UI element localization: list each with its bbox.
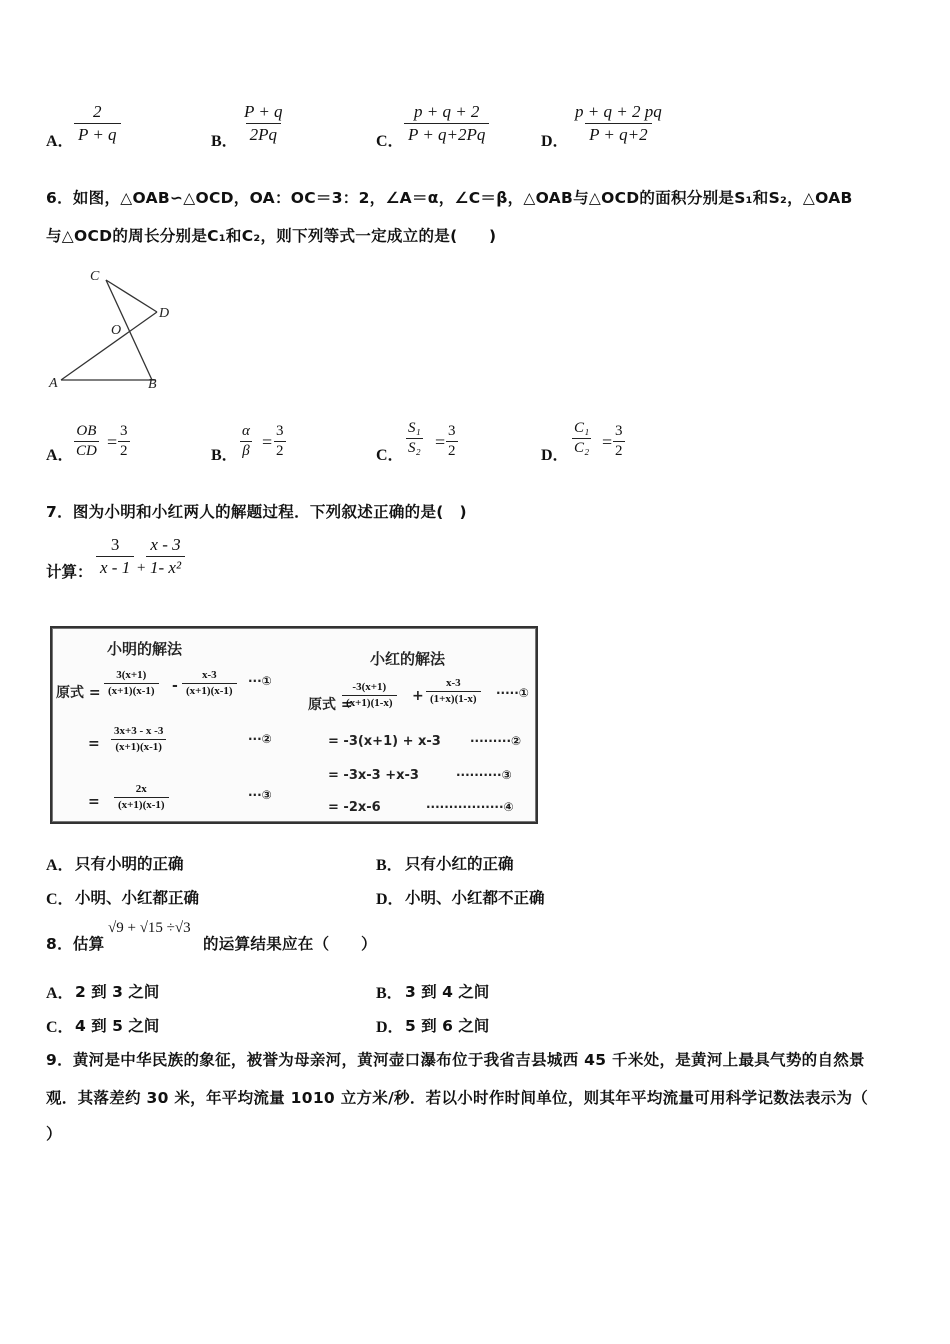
q7-option-a-label: A．: [46, 857, 74, 874]
denominator: (x+1)(x-1): [104, 683, 159, 699]
numerator: C₁: [574, 420, 590, 436]
numerator: -3(x+1): [352, 681, 387, 693]
numerator: S₁: [408, 420, 421, 436]
denominator: x - 1: [96, 556, 134, 579]
q5-option-d-label: D．: [541, 133, 569, 150]
xiaohong-title: 小红的解法: [370, 650, 446, 668]
q6-option-b-label: B．: [211, 447, 238, 464]
denominator: 2Pq: [246, 123, 281, 146]
plus-sign: +: [412, 688, 424, 704]
numerator: x - 3: [150, 535, 181, 554]
xiaoming-step1-frac-b: [182, 668, 237, 699]
step-mark-1: ···①: [248, 674, 272, 688]
xiaoming-title: 小明的解法: [107, 640, 183, 658]
q7-fraction-2: [146, 534, 185, 579]
denominator: (x+1)(x-1): [182, 683, 237, 699]
q5-option-b-label: B．: [211, 133, 238, 150]
q8-option-a-label: A．: [46, 985, 74, 1002]
q8-option-d-label: D．: [376, 1019, 404, 1036]
q6-triangle-figure: [44, 264, 184, 394]
step-mark-3: ···③: [248, 788, 272, 802]
denominator: S₂: [408, 440, 421, 456]
q7-option-a-text: 只有小明的正确: [75, 855, 184, 873]
numerator: P + q: [244, 102, 283, 121]
q8-stem-suffix: 的运算结果应在（ ）: [203, 935, 377, 953]
equals-sign: =: [435, 432, 446, 452]
q6-option-c-right-fraction: [446, 422, 458, 461]
q7-option-b-label: B．: [376, 857, 403, 874]
q6-option-b-right-fraction: [274, 422, 286, 461]
numerator: p + q + 2: [413, 102, 480, 121]
q6-option-d-left-fraction: [572, 419, 591, 458]
numerator: OB: [76, 423, 97, 439]
xiaohong-step1-frac-b: [426, 676, 481, 707]
denominator: P + q: [74, 123, 121, 146]
equals-sign: =: [107, 432, 118, 452]
q6-option-a-right-fraction: [118, 422, 130, 461]
xiaoming-step3-frac: [114, 782, 169, 813]
xiaohong-step4: = -2x-6: [328, 800, 381, 815]
q5-option-c-fraction: [404, 101, 489, 146]
denominator: 2: [448, 443, 456, 459]
q6-option-b-left-fraction: [240, 422, 252, 461]
numerator: 3(x+1): [116, 669, 147, 681]
numerator: x-3: [201, 669, 217, 681]
denominator: P + q+2: [585, 123, 652, 146]
xiaohong-step2: = -3(x+1) + x-3: [328, 734, 441, 749]
q6-option-d-label: D．: [541, 447, 569, 464]
equals-sign: =: [88, 736, 100, 752]
label-a: A: [49, 376, 58, 391]
q9-stem-line2: 观．其落差约 30 米，年平均流量 1010 立方米/秒．若以小时作时间单位，则其年平均流量可用科学记数法表示为（: [46, 1089, 869, 1107]
denominator: (1+x)(1-x): [426, 691, 481, 707]
denominator: 2: [276, 443, 284, 459]
denominator: (x+1)(x-1): [111, 739, 166, 755]
q7-calc-label: 计算：: [46, 563, 93, 581]
xiaoming-lead: 原式 =: [56, 685, 101, 701]
q6-option-d-right-fraction: [613, 422, 625, 461]
q9-stem-line1: 9．黄河是中华民族的象征，被誉为母亲河，黄河壶口瀑布位于我省吉县城西 45 千米处，是黄河上最具气势的自然景: [46, 1051, 865, 1069]
numerator: p + q + 2 pq: [575, 102, 662, 121]
q9-stem-line3: ）: [46, 1125, 62, 1143]
q8-option-c-text: 4 到 5 之间: [75, 1017, 160, 1035]
step-mark-1: ·····①: [496, 686, 529, 700]
numerator: 3: [120, 423, 128, 439]
denominator: CD: [76, 443, 97, 459]
q6-stem-line1: 6．如图，△OAB∽△OCD，OA：OC＝3：2，∠A＝α，∠C＝β，△OAB与△OCD的面积分别是S₁和S₂，△OAB: [46, 189, 853, 207]
label-d: D: [159, 306, 170, 321]
numerator: 3: [110, 535, 120, 554]
q7-option-d-label: D．: [376, 891, 404, 908]
numerator: 3: [276, 423, 284, 439]
q8-option-c-label: C．: [46, 1019, 74, 1036]
denominator: C₂: [574, 440, 590, 456]
q8-option-b-label: B．: [376, 985, 403, 1002]
label-b: B: [148, 377, 157, 392]
equals-sign: =: [602, 432, 613, 452]
q6-option-a-label: A．: [46, 447, 74, 464]
label-o: O: [111, 323, 122, 338]
numerator: 3x+3 - x -3: [114, 725, 164, 737]
numerator: 3: [448, 423, 456, 439]
q7-option-c-label: C．: [46, 891, 74, 908]
q7-fraction-1: [96, 534, 134, 579]
step-mark-3: ··········③: [456, 768, 512, 782]
denominator: (x+1)(1-x): [342, 695, 397, 711]
xiaohong-step3: = -3x-3 +x-3: [328, 768, 419, 783]
numerator: 2: [93, 102, 102, 121]
q8-option-d-text: 5 到 6 之间: [405, 1017, 490, 1035]
numerator: 2x: [135, 783, 147, 795]
label-c: C: [90, 269, 100, 284]
q6-option-c-label: C．: [376, 447, 404, 464]
equals-sign: =: [88, 794, 100, 810]
denominator: 1- x²: [146, 556, 185, 579]
q5-option-b-fraction: [240, 101, 287, 146]
step-mark-2: ···②: [248, 732, 272, 746]
xiaoming-step2-frac: [110, 724, 167, 755]
denominator: 2: [120, 443, 128, 459]
plus-sign: +: [137, 560, 146, 576]
denominator: 2: [615, 443, 623, 459]
q7-option-d-text: 小明、小红都不正确: [405, 889, 545, 907]
q8-option-b-text: 3 到 4 之间: [405, 983, 490, 1001]
numerator: 3: [615, 423, 623, 439]
q6-option-a-left-fraction: [74, 422, 99, 461]
q5-option-a-fraction: [74, 101, 121, 146]
xiaohong-step1-frac-a: [342, 680, 397, 711]
q6-stem-line2: 与△OCD的周长分别是C₁和C₂，则下列等式一定成立的是( ): [46, 227, 497, 245]
segment-ad: [61, 312, 157, 380]
equals-sign: =: [262, 432, 273, 452]
q7-stem: 7．图为小明和小红两人的解题过程．下列叙述正确的是( ): [46, 503, 467, 521]
q8-expression: √9 + √15 ÷√3: [108, 920, 191, 936]
xiaoming-step1-frac-a: [104, 668, 159, 699]
q5-option-d-fraction: [571, 101, 666, 146]
numerator: α: [242, 423, 250, 439]
numerator: x-3: [445, 677, 461, 689]
q5-option-a-label: A．: [46, 133, 74, 150]
q7-solution-image: [50, 626, 538, 824]
q8-option-a-text: 2 到 3 之间: [75, 983, 160, 1001]
q6-option-c-left-fraction: [406, 419, 423, 458]
q5-option-c-label: C．: [376, 133, 404, 150]
denominator: (x+1)(x-1): [114, 797, 169, 813]
step-mark-4: ·················④: [426, 800, 514, 814]
step-mark-2: ·········②: [470, 734, 522, 748]
q7-option-c-text: 小明、小红都正确: [75, 889, 200, 907]
xiaohong-lead: 原式 =: [308, 697, 353, 713]
minus-sign: -: [172, 678, 178, 694]
denominator: P + q+2Pq: [404, 123, 489, 146]
q8-stem-prefix: 8．估算: [46, 935, 105, 953]
q7-option-b-text: 只有小红的正确: [405, 855, 514, 873]
denominator: β: [242, 443, 250, 459]
